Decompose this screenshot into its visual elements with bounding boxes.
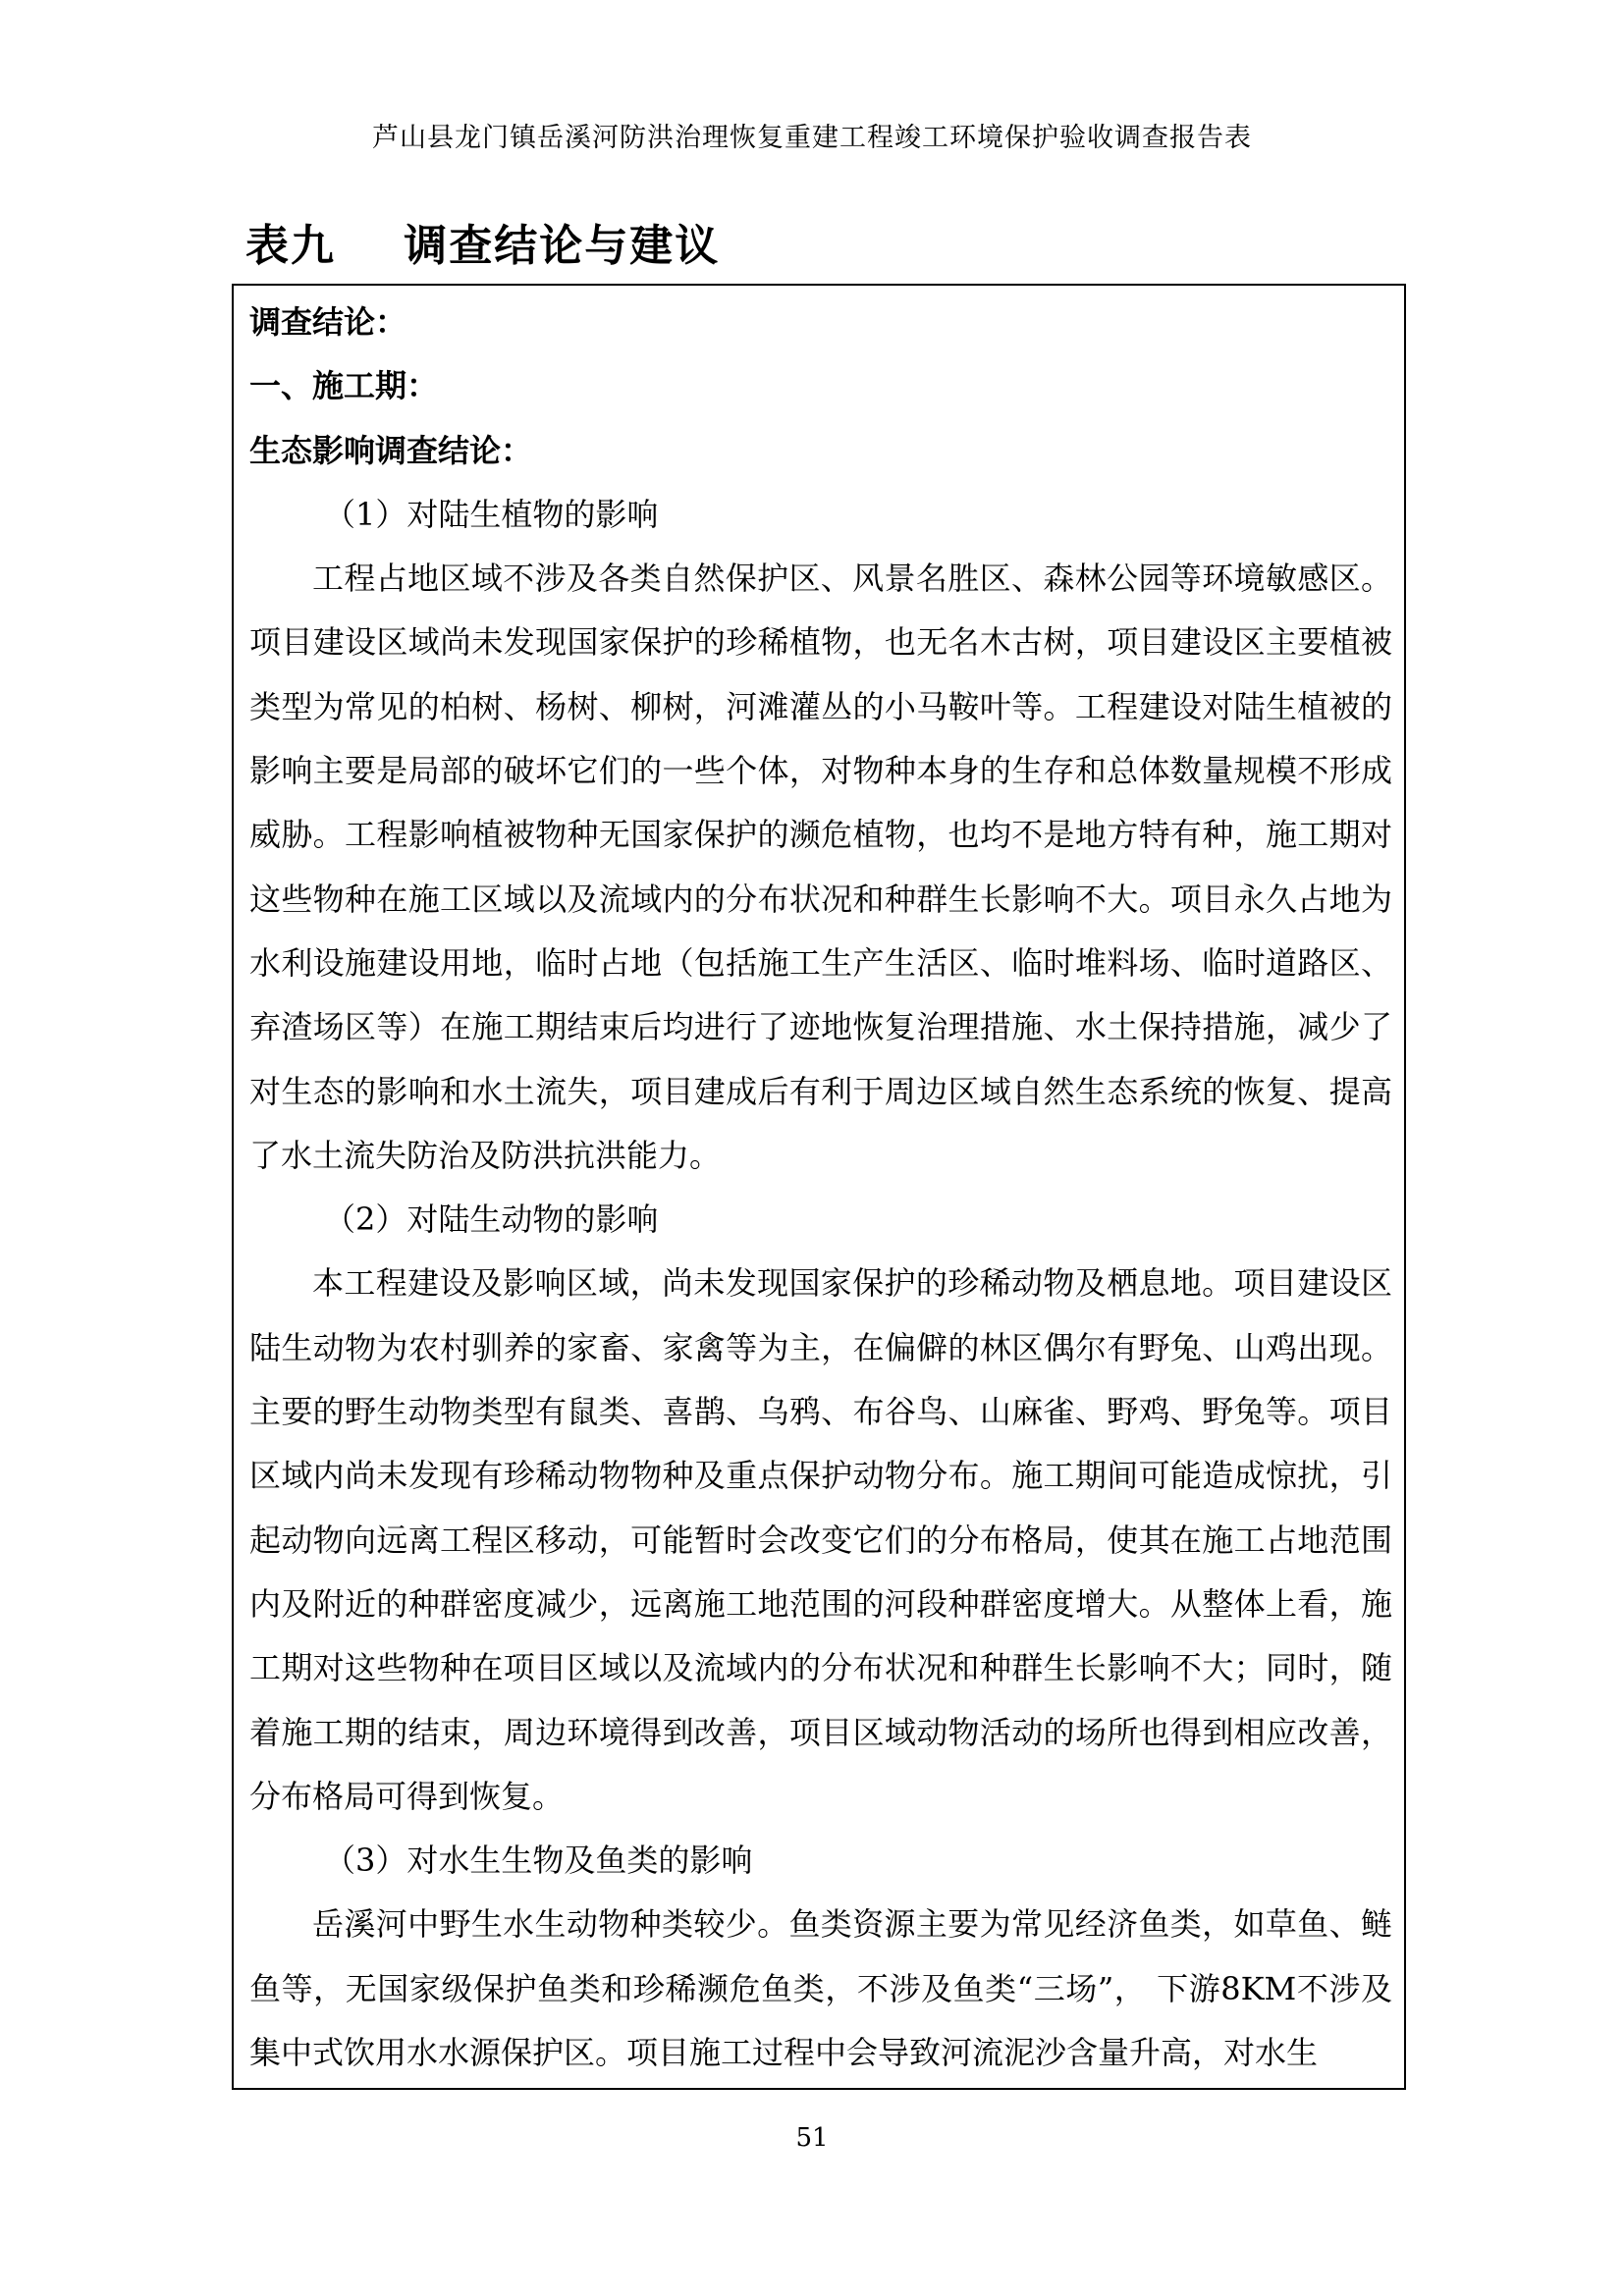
running-header: 芦山县龙门镇岳溪河防洪治理恢复重建工程竣工环境保护验收调查报告表 [372,123,1252,153]
conclusion-label: 调查结论： [249,303,407,341]
conclusion-table-frame [232,284,1406,2090]
subsection-title-aquatic-life: （3）对水生生物及鱼类的影响 [324,1842,753,1880]
section-heading: 表九 调查结论与建议 [245,221,721,271]
conclusion-content [249,291,1392,2085]
paragraph-terrestrial-plants: 工程占地区域不涉及各类自然保护区、风景名胜区、森林公园等环境敏感区。项目建设区域尚未发现国家保护的珍稀植物，也无名木古树，项目建设区主要植被类型为常见的柏树、杨树、柳树，河滩灌丛的小马鞍叶等。工程建设对陆生植被的影响主要是局部的破坏它们的一些个体，对物种本身的生存和总体数量规模不形成威胁。工程影响植被物种无国家保护的濒危植物，也均不是地方特有种，施工期对这些物种在施工区域以及流域内的分布状况和种群生长影响不大。项目永久占地为水利设施建设用地，临时占地（包括施工生产生活区、临时堆料场、临时道路区、弃渣场区等）在施工期结束后均进行了迹地恢复治理措施、水土保持措施，减少了对生态的影响和水土流失，项目建成后有利于周边区域自然生态系统的恢复、提高了水土流失防治及防洪抗洪能力。 [249,560,1392,1174]
page-number: 51 [795,2123,829,2153]
construction-phase-label: 一、施工期： [249,367,439,405]
ecological-impact-label: 生态影响调查结论： [249,431,533,469]
paragraph-terrestrial-animals: 本工程建设及影响区域，尚未发现国家保护的珍稀动物及栖息地。项目建设区陆生动物为农村驯养的家畜、家禽等为主，在偏僻的林区偶尔有野兔、山鸡出现。主要的野生动物类型有鼠类、喜鹊、乌鸦、布谷鸟、山麻雀、野鸡、野兔等。项目区域内尚未发现有珍稀动物物种及重点保护动物分布。施工期间可能造成惊扰，引起动物向远离工程区移动，可能暂时会改变它们的分布格局，使其在施工占地范围内及附近的种群密度减少，远离施工地范围的河段种群密度增大。从整体上看，施工期对这些物种在项目区域以及流域内的分布状况和种群生长影响不大；同时，随着施工期的结束，周边环境得到改善，项目区域动物活动的场所也得到相应改善，分布格局可得到恢复。 [249,1264,1392,1815]
subsection-title-terrestrial-plants: （1）对陆生植物的影响 [324,495,659,533]
subsection-title-terrestrial-animals: （2）对陆生动物的影响 [324,1201,659,1239]
paragraph-aquatic-life: 岳溪河中野生水生动物种类较少。鱼类资源主要为常见经济鱼类，如草鱼、鲢鱼等，无国家级保护鱼类和珍稀濒危鱼类，不涉及鱼类“三场”， 下游8KM不涉及集中式饮用水水源保护区。项目施工过程中会导致河流泥沙含量升高，对水生 [249,1905,1392,2072]
